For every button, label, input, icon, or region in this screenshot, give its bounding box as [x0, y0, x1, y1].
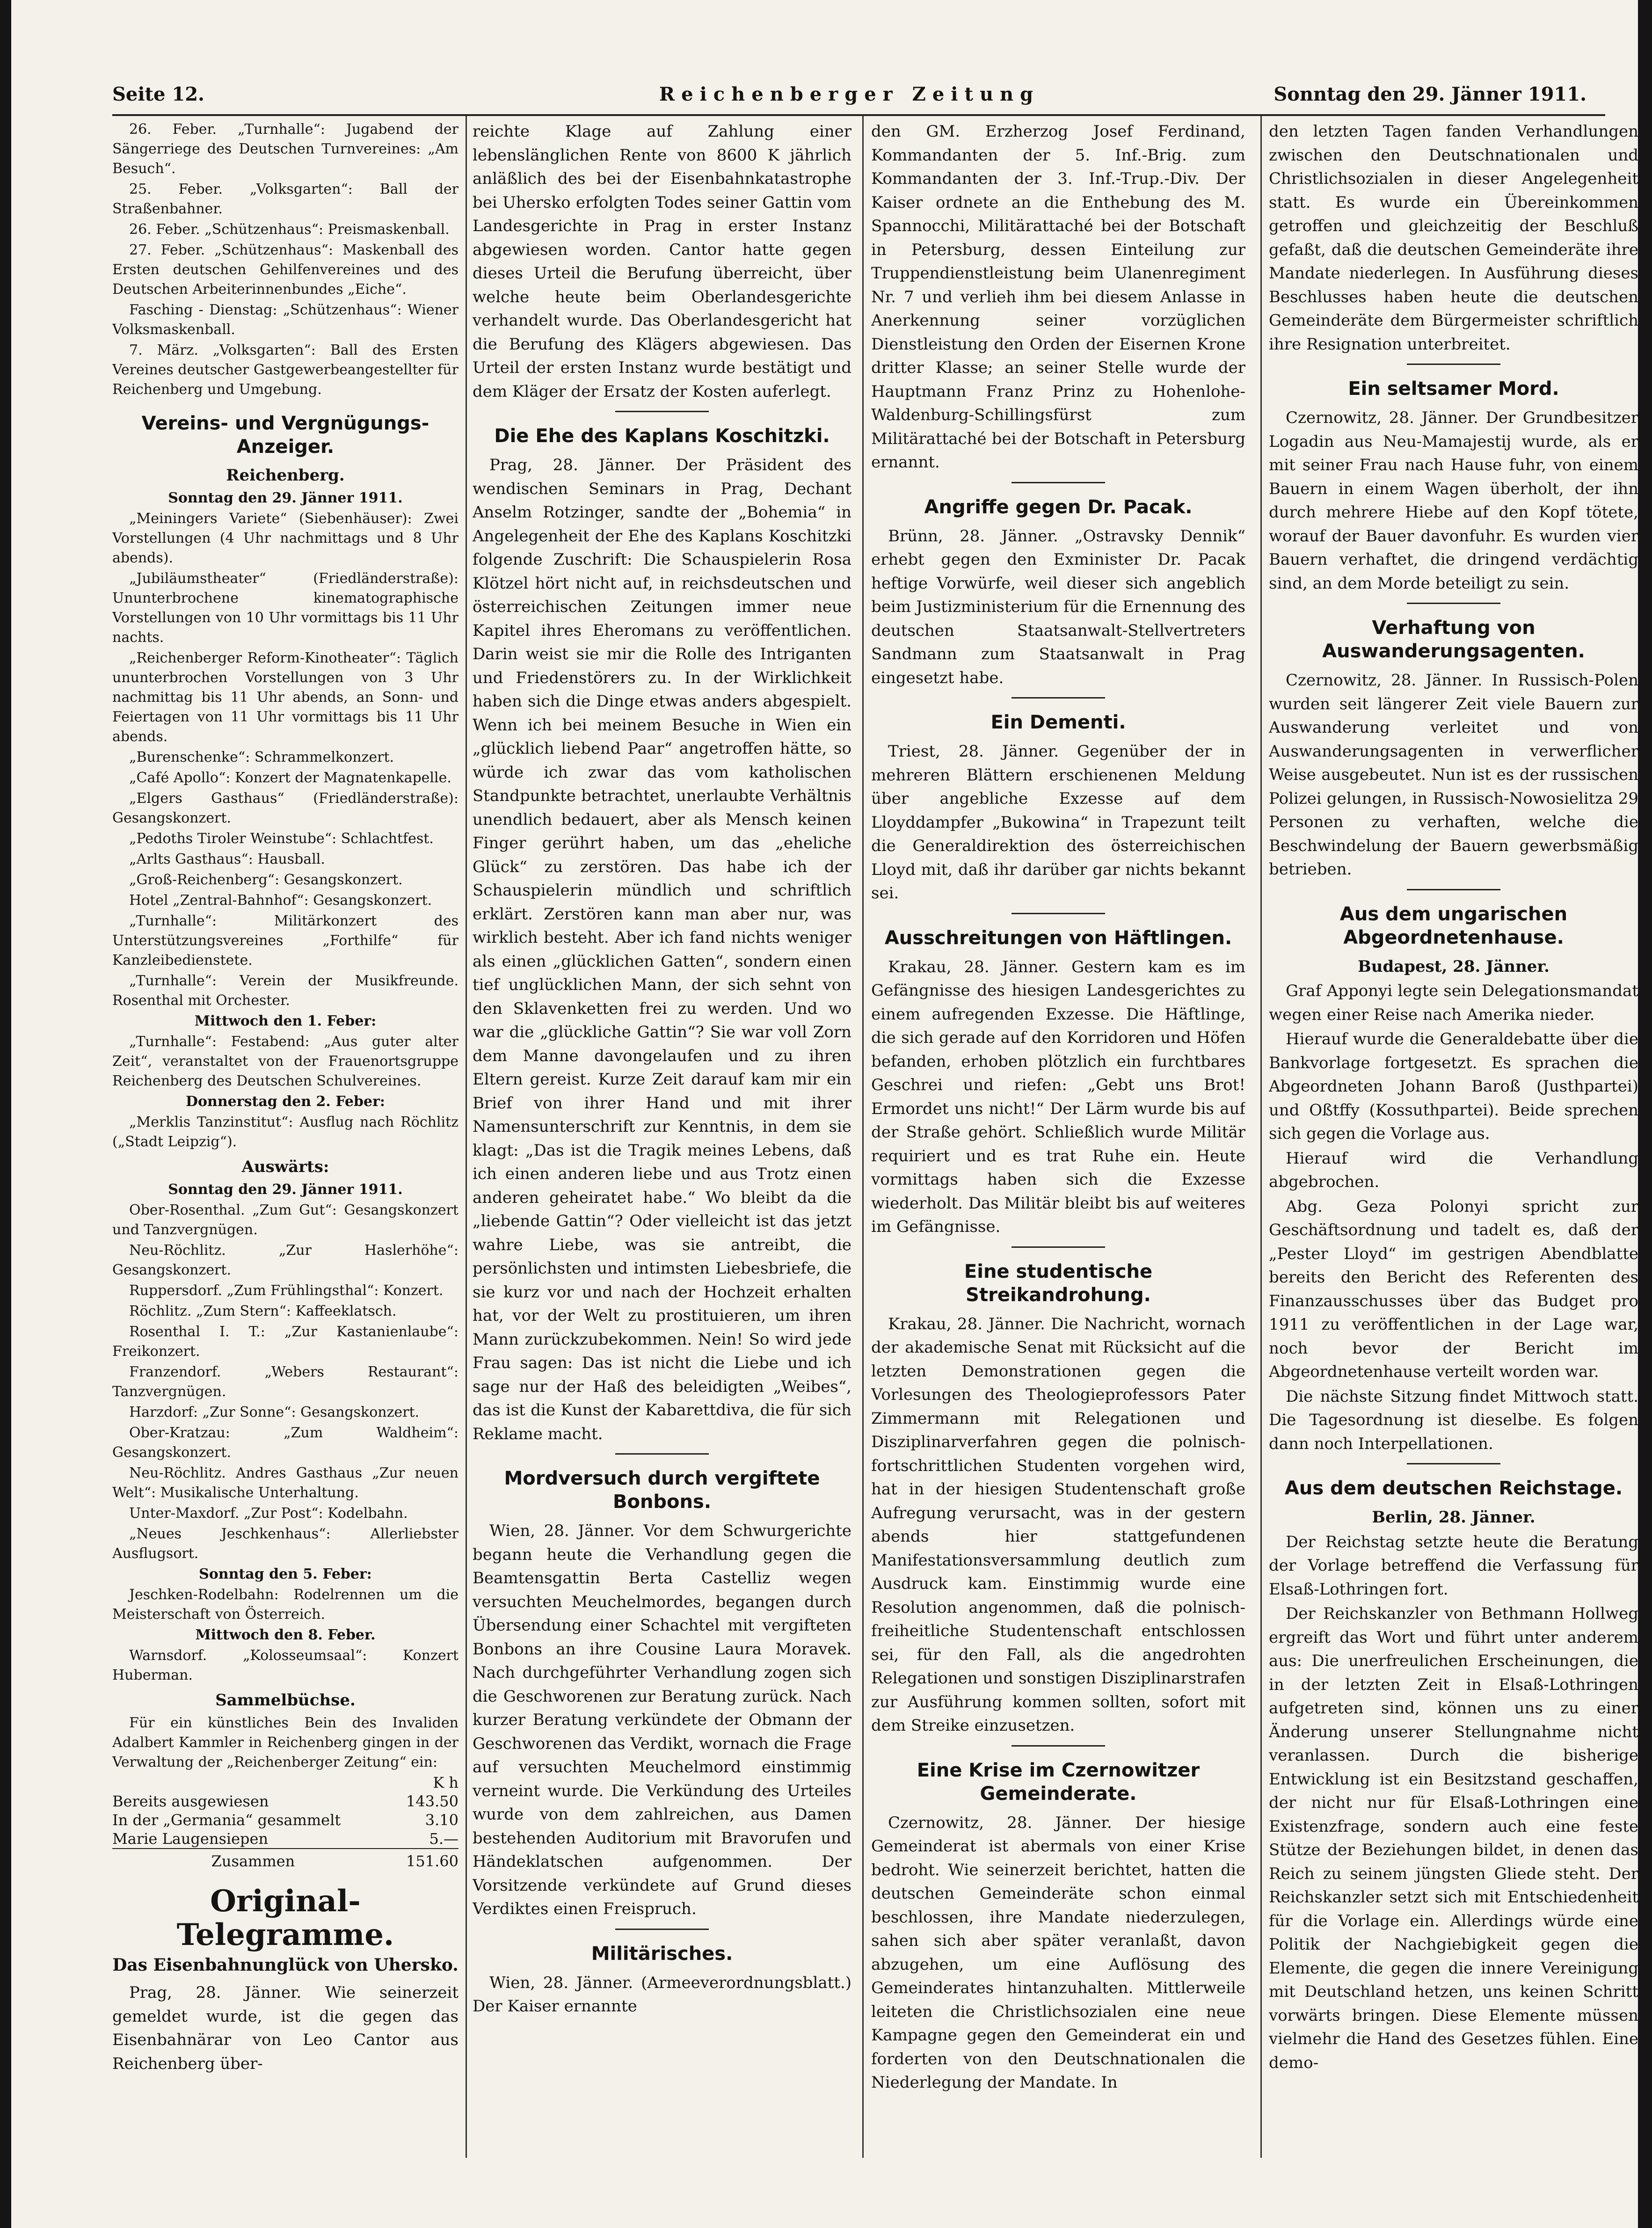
event-item: „Meiningers Variete“ (Siebenhäuser): Zwei Vorstellungen (4 Uhr nachmittags und 8 Uhr abends).: [112, 510, 458, 566]
event-item: Ober-Kratzau: „Zum Waldheim“: Gesangskonzert.: [112, 1425, 458, 1461]
event-item: 7. März. „Volksgarten“: Ball des Ersten Vereines deutscher Gastgewerbeangestellter für Reichenberg und Umgebung.: [112, 342, 458, 398]
event-item: Neu-Röchlitz. „Zur Haslerhöhe“: Gesangskonzert.: [112, 1242, 458, 1278]
article-body: Die nächste Sitzung findet Mittwoch statt. Die Tagesordnung ist dieselbe. Es folgen dann noch Interpellationen.: [1269, 1387, 1638, 1453]
article-heading: Eine studentische Streikandrohung.: [964, 1260, 1153, 1306]
article-body: Triest, 28. Jänner. Gegenüber der in mehreren Blättern erschienenen Meldung über angebliche Exzesse auf dem Lloyddampfer „Bukowina“ in Trapezunt teilt die Generaldirektion des österreichischen Lloyd mit, daß ihr darüber gar nichts bekannt sei.: [871, 742, 1245, 903]
event-item: Röchlitz. „Zum Stern“: Kaffeeklatsch.: [129, 1303, 397, 1319]
event-item: Jeschken-Rodelbahn: Rodelrennen um die Meisterschaft von Österreich.: [112, 1587, 458, 1623]
separator: [1012, 1246, 1105, 1248]
article-body: Wien, 28. Jänner. Vor dem Schwurgerichte begann heute die Verhandlung gegen die Beamtensgattin Berta Castelliz wegen versuchten Meuchelmordes, begangen durch Übersendung einer Schachtel mit vergifteten Bonbons an ihre Cousine Laura Moravek. Nach durchgeführter Verhandlung zogen sich die Geschworenen zur Beratung zurück. Nach kurzer Beratung verkündete der Obmann der Geschworenen das Verdikt, wornach die Frage auf versuchten Meuchelmord einstimmig verneint wurde. Die Verkündung des Urteiles wurde von dem zahlreichen, aus Damen bestehenden Auditorium mit Bravorufen und Händeklatschen aufgenommen. Der Vorsitzende verkündete auf Grund dieses Verdiktes einen Freispruch.: [473, 1522, 851, 1918]
event-list-auswaerts: [112, 1201, 458, 1564]
separator: [1012, 1745, 1105, 1747]
table-row: [112, 1811, 458, 1829]
article-body: Der Reichskanzler von Bethmann Hollweg ergreift das Wort und führt unter anderem aus: Die unerfreulichen Erscheinungen, die in der letzten Zeit in Elsaß-Lothringen aufgetreten sind, können uns zu einer Änderung unserer Stellungnahme nicht veranlassen. Durch die bisherige Entwicklung ist ein Besitzstand geschaffen, der nicht nur für Elsaß-Lothringen eine Existenzfrage, sondern auch eine feste Stütze der Beziehungen bildet, in denen das Reich zu seinem jüngsten Gliede steht. Der Reichskanzler setzt sich mit Entschiedenheit für die Vorlage ein. Allerdings würde eine Politik der Nachgiebigkeit gegen die Elemente, die gegen die innere Vereinigung mit Deutschland hetzen, uns keinen Schritt vorwärts bringen. Diese Elemente müssen vielmehr die Hand des Gesetzes fühlen. Eine demo-: [1269, 1604, 1638, 2072]
event-item: Ruppersdorf. „Zum Frühlingsthal“: Konzert.: [129, 1282, 444, 1299]
column-rule: [466, 116, 467, 2158]
article-body: Czernowitz, 28. Jänner. Der hiesige Gemeinderat ist abermals von einer Krise bedroht. Wie seinerzeit berichtet, hatten die deutschen Gemeinderäte schon einmal beschlossen, ihre Mandate niederzulegen, sahen sich aber später veranlaßt, davon abzugehen, um eine Auflösung des Gemeinderates hintanzuhalten. Mittlerweile leiteten die Christlichsozialen eine neue Kampagne gegen den Gemeinderat ein und forderten von den Deutschnationalen die Niederlegung der Mandate. In: [871, 1813, 1245, 2092]
date-line: Mittwoch den 8. Feber.: [195, 1627, 376, 1643]
newspaper-title: Reichenberger Zeitung: [659, 83, 1040, 105]
article-heading: Ein seltsamer Mord.: [1348, 378, 1559, 400]
donation-label: Marie Laugensiepen: [112, 1830, 269, 1848]
separator: [1012, 697, 1105, 699]
article-heading: Mordversuch durch vergiftete Bonbons.: [504, 1468, 820, 1513]
subsection-heading: Auswärts:: [241, 1158, 329, 1176]
article-body: Czernowitz, 28. Jänner. Der Grundbesitzer Logadin aus Neu-Mamajestij wurde, als er mit seiner Frau nach Hause fuhr, von einem Bauern in einem Wagen überholt, der ihn durch mehrere Hiebe auf den Kopf tötete, worauf der Bauer davonfuhr. Es wurden vier Bauern verhaftet, die dringend verdächtig sind, an dem Morde beteiligt zu sein.: [1269, 408, 1638, 593]
separator: [1012, 913, 1105, 914]
event-item: „Reichenberger Reform-Kinotheater“: Täglich ununterbrochen Vorstellungen von 3 Uhr nachmittag bis 11 Uhr abends, an Sonn- und Feiertagen von 11 Uhr vormittags bis 11 Uhr abends.: [112, 650, 458, 745]
donation-value: 5.—: [429, 1830, 458, 1848]
article-body: den letzten Tagen fanden Verhandlungen zwischen den Deutschnationalen und Christlichsozialen in dieser Angelegenheit statt. Es wurde ein Übereinkommen getroffen und gleichzeitig der Beschluß gefaßt, daß die deutschen Gemeinderäte ihre Mandate niederlegen. In Ausführung dieses Beschlusses haben heute die deutschen Gemeinderäte dem Bürgermeister schriftlich ihre Resignation unterbreitet.: [1269, 122, 1638, 354]
event-list-top: [112, 120, 458, 400]
article-heading: Aus dem deutschen Reichstage.: [1284, 1478, 1623, 1499]
date-line: Sonntag den 29. Jänner 1911.: [168, 1181, 403, 1198]
event-item: 27. Feber. „Schützenhaus“: Maskenball des Ersten deutschen Gehilfenvereines und des Deutschen Arbeiterinnenbundes „Eiche“.: [112, 242, 458, 298]
article-body: den GM. Erzherzog Josef Ferdinand, Kommandanten der 5. Inf.-Brig. zum Kommandanten der 3. Inf.-Trup.-Div. Der Kaiser ordnete an die Enthebung des M. Spannocchi, Militärattaché bei der Botschaft in Petersburg, dessen Einteilung zur Truppendienstleistung beim Ulanenregiment Nr. 7 und verlieh ihm bei diesem Anlasse in Anerkennung seiner vorzüglichen Dienstleistung den Orden der Eisernen Krone dritter Klasse; an seiner Stelle wurde der Hauptmann Franz Prinz zu Hohenlohe-Waldenburg-Schillingsfürst zum Militärattaché bei der Botschaft in Petersburg ernannt.: [871, 122, 1245, 472]
separator: [1012, 482, 1105, 483]
event-item: „Pedoths Tiroler Weinstube“: Schlachtfest.: [129, 830, 434, 847]
page-number: Seite 12.: [112, 83, 204, 105]
article-heading: Ein Dementi.: [990, 712, 1126, 733]
article-body: Hierauf wurde die Generaldebatte über die Bankvorlage fortgesetzt. Es sprachen die Abgeordneten Johann Baroß (Justhpartei) und Oßtffy (Kossuthpartei). Beide sprechen sich gegen die Vorlage aus.: [1269, 1030, 1638, 1143]
article-heading: Aus dem ungarischen Abgeordnetenhause.: [1339, 903, 1568, 948]
column-1: [112, 120, 458, 2158]
separator: [1407, 889, 1500, 890]
dateline: Budapest, 28. Jänner.: [1358, 957, 1550, 976]
donation-label: Bereits ausgewiesen: [112, 1792, 269, 1810]
article-heading: Eine Krise im Czernowitzer Gemeinderate.: [917, 1759, 1200, 1805]
event-item: 26. Feber. „Schützenhaus“: Preismaskenball.: [129, 221, 450, 238]
article-body: Czernowitz, 28. Jänner. In Russisch-Polen wurden seit längerer Zeit viele Bauern zur Auswanderung verleitet und von Auswanderungsagenten in verwerflicher Weise ausgebeutet. Nun ist es der russischen Polizei gelungen, in Russisch-Nowosielitza 29 Personen zu verhaften, welche die Beschwindelung der Bauern gewerbsmäßig betrieben.: [1269, 671, 1638, 879]
event-item: „Jubiläumstheater“ (Friedländerstraße): Ununterbrochene kinematographische Vorstellungen von 10 Uhr vormittags bis 11 Uhr nachts.: [112, 570, 458, 646]
article-body: Abg. Geza Polonyi spricht zur Geschäftsordnung und tadelt es, daß der „Pester Lloyd“ im gestrigen Abendblatte bereits den Bericht des Referenten des Finanzausschusses über das Budget pro 1911 zu veröffentlichen in der Lage war, noch bevor der Bericht im Abgeordnetenhause verteilt worden war.: [1269, 1197, 1638, 1381]
date-line: Mittwoch den 1. Feber:: [194, 1013, 377, 1029]
article-heading: Verhaftung von Auswanderungsagenten.: [1322, 617, 1585, 662]
event-item: Ober-Rosenthal. „Zum Gut“: Gesangskonzert und Tanzvergnügen.: [112, 1202, 458, 1238]
section-heading: Vereins- und Vergnügungs-Anzeiger.: [141, 413, 429, 458]
article-body: Graf Apponyi legte sein Delegationsmandat wegen einer Reise nach Amerika nieder.: [1269, 982, 1638, 1024]
donation-label: In der „Germania“ gesammelt: [112, 1811, 341, 1829]
page-header: [112, 83, 1587, 109]
date-line: Sonntag den 29. Jänner 1911.: [168, 490, 403, 506]
donation-value: 143.50: [406, 1792, 458, 1810]
event-item: Hotel „Zentral-Bahnhof“: Gesangskonzert.: [129, 892, 432, 909]
event-item: „Café Apollo“: Konzert der Magnatenkapelle.: [129, 770, 451, 786]
table-row: [112, 1829, 458, 1849]
date-line: Donnerstag den 2. Feber:: [186, 1093, 385, 1110]
article-body: Krakau, 28. Jänner. Gestern kam es im Gefängnisse des hiesigen Landesgerichtes zu einem aufregenden Exzesse. Die Häftlinge, die sich gerade auf den Korridoren und Höfen befanden, erhoben plötzlich ein furchtbares Geschrei und riefen: „Gebt uns Brot! Ermordet uns nicht!“ Der Lärm wurde bis auf der Straße gehört. Schließlich wurde Militär requiriert und es trat Ruhe ein. Heute vormittags haben sich die Exzesse wiederholt. Das Militär bleibt bis auf weiteres im Gefängnisse.: [871, 957, 1245, 1236]
article-heading: Militärisches.: [591, 1943, 733, 1965]
donation-value: 3.10: [425, 1811, 458, 1829]
column-2: [473, 120, 851, 2158]
scan-border-left: [0, 0, 11, 2228]
currency-header: K h: [433, 1774, 458, 1791]
event-item: „Turnhalle“: Festabend: „Aus guter alter Zeit“, veranstaltet von der Frauenortsgruppe Reichenberg des Deutschen Schulvereines.: [112, 1034, 458, 1089]
event-item: 25. Feber. „Volksgarten“: Ball der Straßenbahner.: [112, 181, 458, 217]
event-item: „Merklis Tanzinstitut“: Ausflug nach Röchlitz („Stadt Leipzig“).: [112, 1114, 458, 1150]
scan-border-right: [1638, 0, 1652, 2228]
date-line: Sonntag den 5. Feber:: [199, 1566, 372, 1582]
column-rule: [862, 116, 864, 2158]
table-total-row: [112, 1849, 458, 1871]
article-body: reichte Klage auf Zahlung einer lebenslänglichen Rente von 8600 K jährlich anläßlich des bei der Eisenbahnkatastrophe bei Uhersko erfolgten Todes seiner Gattin vom Landesgerichte in Prag in erster Instanz abgewiesen worden. Cantor hatte gegen dieses Urteil die Berufung überreicht, über welche heute beim Oberlandesgerichte verhandelt wurde. Das Oberlandesgericht hat die Berufung des Klägers abgewiesen. Das Urteil der ersten Instanz wurde bestätigt und dem Kläger der Ersatz der Kosten auferlegt.: [473, 122, 851, 401]
subsection-heading: Reichenberg.: [226, 466, 345, 485]
dateline: Berlin, 28. Jänner.: [1372, 1508, 1536, 1527]
event-item: „Elgers Gasthaus“ (Friedländerstraße): Gesangskonzert.: [112, 790, 458, 826]
event-item: Rosenthal I. T.: „Zur Kastanienlaube“: Freikonzert.: [112, 1324, 458, 1360]
article-body: Prag, 28. Jänner. Wie seinerzeit gemeldet wurde, ist die gegen das Eisenbahnärar von Leo Cantor aus Reichenberg über-: [112, 1983, 458, 2073]
event-item: Warnsdorf. „Kolosseumsaal“: Konzert Huberman.: [112, 1647, 458, 1683]
article-body: Hierauf wird die Verhandlung abgebrochen.: [1269, 1149, 1638, 1191]
donation-table: [112, 1773, 458, 1871]
column-3: [871, 120, 1245, 2158]
event-item: „Turnhalle“: Militärkonzert des Unterstützungsvereines „Forthilfe“ für Kanzleibedienstete.: [112, 913, 458, 968]
column-4: [1269, 120, 1638, 2158]
separator: [615, 1929, 709, 1930]
column-rule: [1260, 116, 1262, 2158]
article-body: Brünn, 28. Jänner. „Ostravsky Dennik“ erhebt gegen den Exminister Dr. Pacak heftige Vorwürfe, weil dieser sich angeblich beim Justizministerium für die Ernennung des deutschen Staatsanwalt-Stellvertreters Sandmann zum Staatsanwalt in Prag eingesetzt habe.: [871, 526, 1245, 687]
article-heading: Das Eisenbahnunglück von Uhersko.: [112, 1955, 458, 1975]
event-item: „Burenschenke“: Schrammelkonzert.: [129, 749, 394, 765]
separator: [1407, 603, 1500, 604]
article-heading: Ausschreitungen von Häftlingen.: [884, 927, 1232, 949]
article-heading: Die Ehe des Kaplans Koschitzki.: [494, 425, 830, 447]
total-label: Zusammen: [112, 1849, 394, 1871]
article-body: Krakau, 28. Jänner. Die Nachricht, wornach der akademische Senat mit Rücksicht auf die letzten Demonstrationen gegen die Vorlesungen des Theologieprofessors Pater Zimmermann mit Relegationen und Disziplinarverfahren gegen die polnisch-fortschrittlichen Studenten vorgehen wird, hat in der hiesigen Studentenschaft große Aufregung verursacht, was in der gestern abends hier stattgefundenen Manifestationsversammlung deutlich zum Ausdruck kam. Einstimmig wurde eine Resolution angenommen, daß die polnisch-freiheitliche Studentenschaft entschlossen sei, für den Fall, als die angedrohten Relegationen und sonstigen Disziplinarstrafen zur Ausführung kommen sollten, sofort mit dem Streike einzusetzen.: [871, 1314, 1245, 1735]
separator: [615, 1453, 709, 1455]
sammelbuechse-text: Für ein künstliches Bein des Invaliden Adalbert Kammler in Reichenberg gingen in der Verwaltung der „Reichenberger Zeitung“ ein:: [112, 1715, 458, 1770]
event-item: „Groß-Reichenberg“: Gesangskonzert.: [129, 872, 403, 888]
event-item: „Arlts Gasthaus“: Hausball.: [129, 851, 325, 867]
total-value: 151.60: [394, 1849, 458, 1871]
event-item: Unter-Maxdorf. „Zur Post“: Kodelbahn.: [129, 1505, 408, 1522]
issue-date: Sonntag den 29. Jänner 1911.: [1274, 83, 1587, 105]
event-item: Fasching - Dienstag: „Schützenhaus“: Wiener Volksmaskenball.: [112, 302, 458, 338]
article-body: Der Reichstag setzte heute die Beratung der Vorlage betreffend die Verfassung für Elsaß-Lothringen fort.: [1269, 1532, 1638, 1599]
event-item: Harzdorf: „Zur Sonne“: Gesangskonzert.: [129, 1404, 420, 1420]
article-body: Prag, 28. Jänner. Der Präsident des wendischen Seminars in Prag, Dechant Anselm Rotzinger, sandte der „Bohemia“ in Angelegenheit der Ehe des Kaplans Koschitzki folgende Zuschrift: Die Schauspielerin Rosa Klötzel hört nicht auf, in reichsdeutschen und österreichischen Zeitungen immer neue Kapitel ihres Eheromans zu veröffentlichen. Darin weist sie mir die Rolle des Intriganten und Friedenstörers zu. In der Wirklichkeit haben sich die Dinge etwas anders abgespielt. Wenn ich bei meinem Besuche in Wien ein „glücklich liebend Paar“ angetroffen hätte, so würde ich zwar das vom katholischen Standpunkte betrachtet, unerlaubte Verhältnis unendlich bedauert, aber als Mensch keinen Finger gerührt haben, um das „eheliche Glück“ zu zerstören. Das habe ich der Schauspielerin mündlich und schriftlich erklärt. Zerstören kann man aber nur, was wirklich besteht. Aber ich fand nichts weniger als einen „glücklichen Gatten“, sondern einen tief unglücklichen Mann, der sich sehnt von den Sklavenketten frei zu werden. Und wo war die „glückliche Gattin“? Sie war voll Zorn dem Manne davongelaufen und zu ihren Eltern gereist. Kurze Zeit darauf kam mir ein Brief von ihrer Hand und mit ihrer Namensunterschrift zur Kenntnis, in dem sie klagt: „Das ist die Tragik meines Lebens, daß ich einen anderen liebe und aus Trotz einen anderen geheiratet habe.“ Wo bleibt da die „liebende Gattin“? Oder vielleicht ist das jetzt wahre Liebe, was sie antreibt, die persönlichsten und intimsten Liebesbriefe, die sie kurz vor und nach der Hochzeit erhalten hat, vor der Welt zu prostituieren, um ihren Mann zurückzubekommen. Nein! So wird jede Frau sagen: Das ist nicht die Liebe und ich sage nur der Haß des beleidigten „Weibes“, das ist die Kunst der Kabarettdiva, die für sich Reklame macht.: [473, 456, 851, 1443]
separator: [1407, 364, 1500, 365]
header-rule: [112, 114, 1605, 116]
event-item: 26. Feber. „Turnhalle“: Jugabend der Sängerriege des Deutschen Turnvereines: „Am Besuch“.: [112, 121, 458, 177]
event-item: „Neues Jeschkenhaus“: Allerliebster Ausflugsort.: [112, 1526, 458, 1562]
separator: [1407, 1463, 1500, 1464]
separator: [615, 411, 709, 412]
sammelbuechse-heading: Sammelbüchse.: [215, 1691, 356, 1710]
article-body: Wien, 28. Jänner. (Armeeverordnungsblatt.) Der Kaiser ernannte: [473, 1973, 851, 2016]
event-item: Franzendorf. „Webers Restaurant“: Tanzvergnügen.: [112, 1364, 458, 1400]
original-telegramme-heading: Original-Telegramme.: [176, 1884, 394, 1952]
article-heading: Angriffe gegen Dr. Pacak.: [924, 496, 1193, 518]
event-item: „Turnhalle“: Verein der Musikfreunde. Rosenthal mit Orchester.: [112, 973, 458, 1009]
table-row: [112, 1792, 458, 1811]
event-list: [112, 509, 458, 1011]
event-item: Neu-Röchlitz. Andres Gasthaus „Zur neuen Welt“: Musikalische Unterhaltung.: [112, 1465, 458, 1501]
